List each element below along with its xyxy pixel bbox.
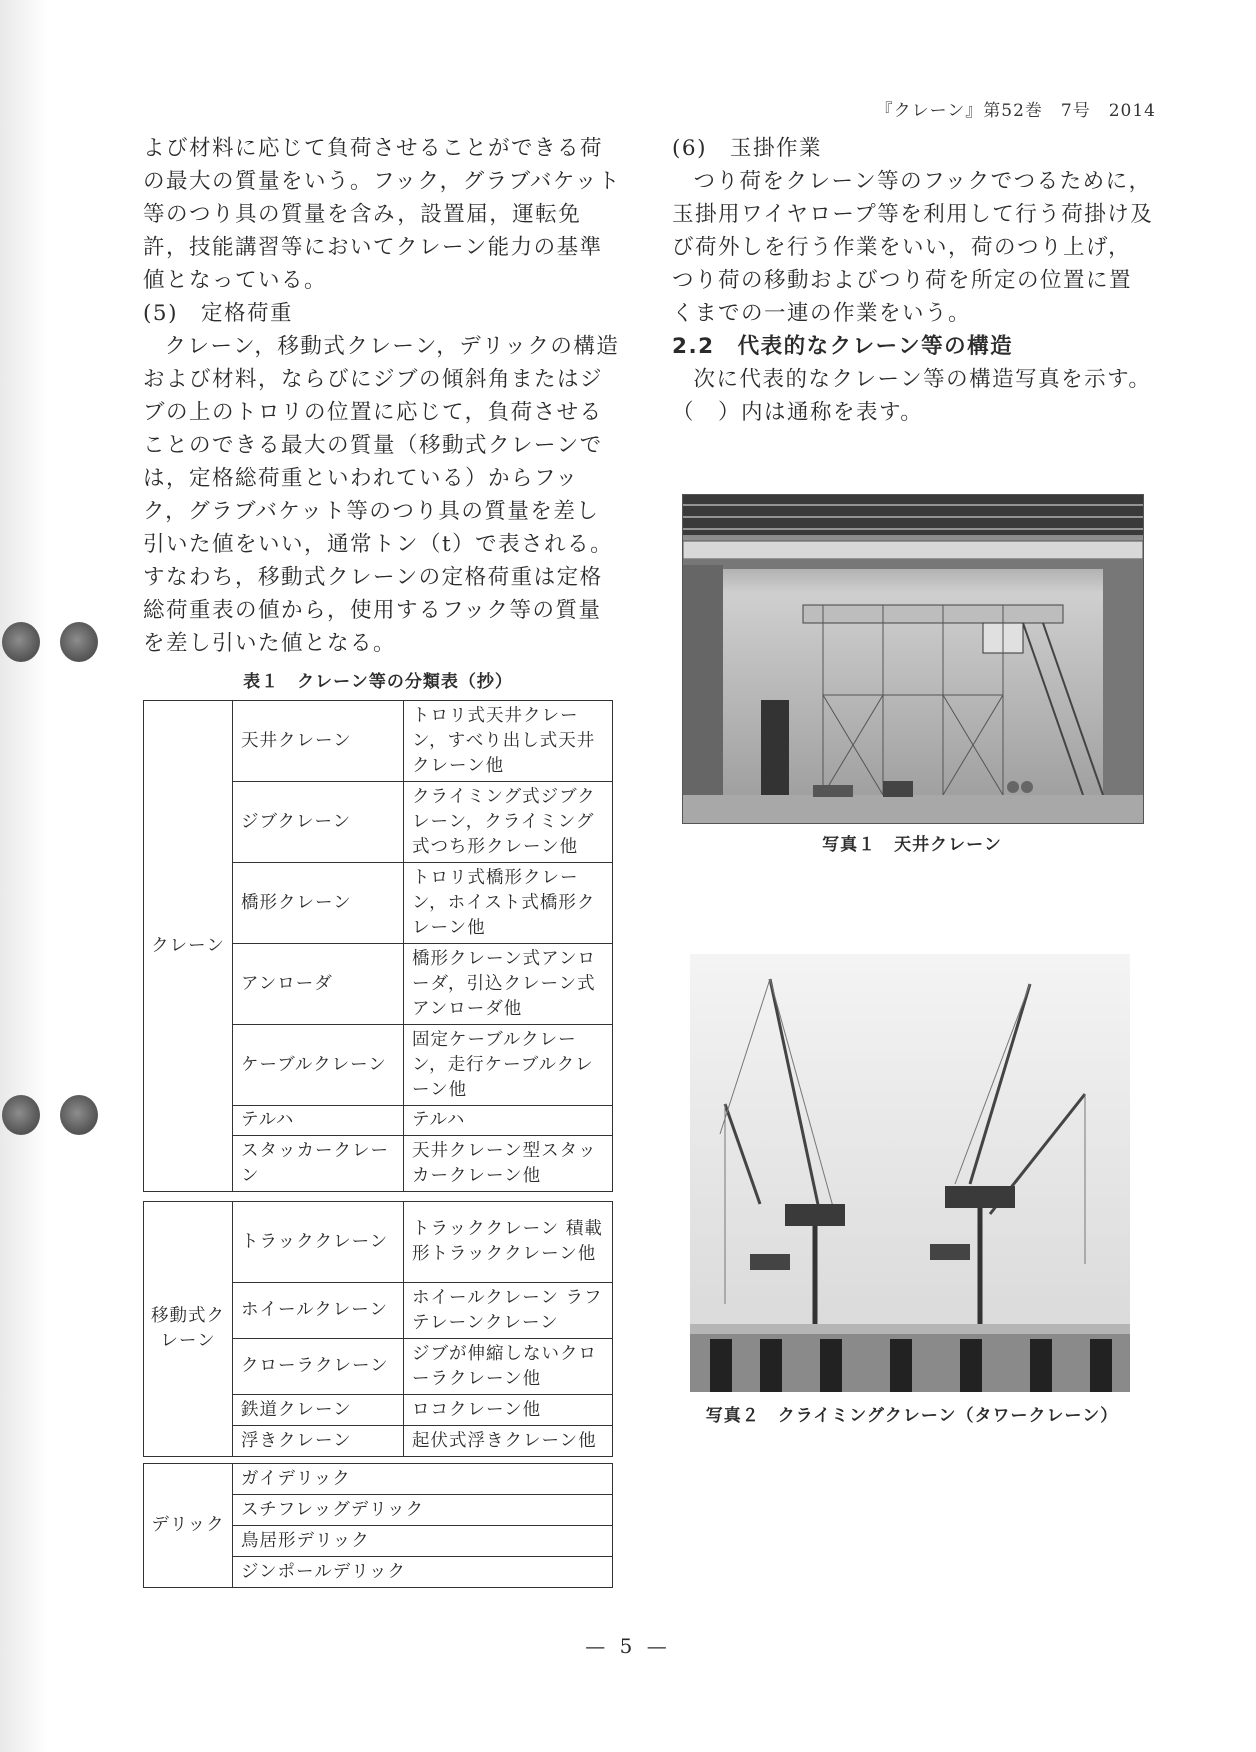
type-cell: ジンポールデリック: [233, 1557, 613, 1588]
examples-cell: トロリ式橋形クレーン，ホイスト式橋形クレーン他: [404, 863, 613, 944]
photo1-caption: 写真１ 天井クレーン: [822, 835, 1002, 855]
type-cell: 天井クレーン: [233, 701, 404, 782]
type-cell: スチフレッグデリック: [233, 1495, 613, 1526]
photo2-caption: 写真２ クライミングクレーン（タワークレーン）: [705, 1406, 1119, 1426]
paragraph-intro: 次に代表的なクレーン等の構造写真を示す。: [693, 367, 1152, 392]
examples-cell: トラッククレーン 積載形トラッククレーン他: [404, 1202, 613, 1283]
table-title: 表１ クレーン等の分類表（抄）: [243, 672, 513, 692]
examples-cell: 橋形クレーン式アンローダ，引込クレーン式アンローダ他: [404, 944, 613, 1025]
classification-table-crane: [143, 700, 613, 1192]
type-cell: スタッカークレーン: [233, 1136, 404, 1192]
type-cell: 鳥居形デリック: [233, 1526, 613, 1557]
type-cell: クローラクレーン: [233, 1339, 404, 1395]
examples-cell: 固定ケーブルクレーン，走行ケーブルクレーン他: [404, 1025, 613, 1106]
heading-rated-load: (5) 定格荷重: [143, 301, 293, 326]
journal-header: 『クレーン』第52巻 7号 2014: [875, 101, 1156, 121]
examples-cell: 起伏式浮きクレーン他: [404, 1426, 613, 1457]
examples-cell: トロリ式天井クレーン，すべり出し式天井クレーン他: [404, 701, 613, 782]
type-cell: ケーブルクレーン: [233, 1025, 404, 1106]
table-row: [144, 701, 613, 782]
type-cell: 鉄道クレーン: [233, 1395, 404, 1426]
category-cell: クレーン: [144, 701, 233, 1192]
punch-hole-1: [2, 622, 40, 662]
examples-cell: ジブが伸縮しないクローラクレーン他: [404, 1339, 613, 1395]
classification-table-mobile-crane: [143, 1201, 613, 1457]
examples-cell: 天井クレーン型スタッカークレーン他: [404, 1136, 613, 1192]
category-cell: 移動式クレーン: [144, 1202, 233, 1457]
punch-hole-3: [2, 1095, 40, 1135]
paragraph-rated-load: クレーン，移動式クレーン，デリックの構造および材料，ならびにジブの傾斜角またはジブの上のトロリの位置に応じて，負荷させることのできる最大の質量（移動式クレーンでは，定格総荷重といわれている）からフック，グラブバケット等のつり具の質量を差し引いた値をいい，通常トン（t）で表される。すなわち，移動式クレーンの定格荷重は定格総荷重表の値から，使用するフック等の質量を差し引いた値となる。: [143, 334, 620, 656]
examples-cell: ホイールクレーン ラフテレーンクレーン: [404, 1283, 613, 1339]
paragraph-slinging: つり荷をクレーン等のフックでつるために，玉掛用ワイヤロープ等を利用して行う荷掛け及び荷外しを行う作業をいい，荷のつり上げ，つり荷の移動およびつり荷を所定の位置に置くまでの一連の作業をいう。: [672, 169, 1154, 326]
punch-hole-2: [60, 622, 98, 662]
left-column: [143, 132, 621, 660]
page-number: — 5 —: [585, 1634, 671, 1658]
type-cell: ガイデリック: [233, 1464, 613, 1495]
type-cell: アンローダ: [233, 944, 404, 1025]
examples-cell: テルハ: [404, 1106, 613, 1136]
type-cell: テルハ: [233, 1106, 404, 1136]
paragraph-continued: よび材料に応じて負荷させることができる荷の最大の質量をいう。フック，グラブバケット等のつり具の質量を含み，設置届，運転免許，技能講習等においてクレーン能力の基準値となっている。: [143, 136, 621, 293]
punch-hole-4: [60, 1095, 98, 1135]
photo-overhead-crane: [682, 494, 1144, 824]
type-cell: ジブクレーン: [233, 782, 404, 863]
section-heading: 2.2 代表的なクレーン等の構造: [672, 334, 1014, 359]
type-cell: トラッククレーン: [233, 1202, 404, 1283]
type-cell: 浮きクレーン: [233, 1426, 404, 1457]
category-cell: デリック: [144, 1464, 233, 1588]
examples-cell: クライミング式ジブクレーン，クライミング式つち形クレーン他: [404, 782, 613, 863]
paragraph-note: （ ）内は通称を表す。: [672, 400, 924, 425]
heading-slinging: (6) 玉掛作業: [672, 136, 822, 161]
table-row: [144, 1464, 613, 1495]
page-binding-shadow: [0, 0, 48, 1752]
overhead-crane-illustration: [683, 495, 1143, 823]
table-row: [144, 1202, 613, 1283]
type-cell: 橋形クレーン: [233, 863, 404, 944]
photo-climbing-crane: [690, 954, 1130, 1392]
classification-table-derrick: [143, 1463, 613, 1588]
type-cell: ホイールクレーン: [233, 1283, 404, 1339]
right-column: [672, 132, 1154, 429]
climbing-crane-illustration: [690, 954, 1130, 1392]
examples-cell: ロコクレーン他: [404, 1395, 613, 1426]
